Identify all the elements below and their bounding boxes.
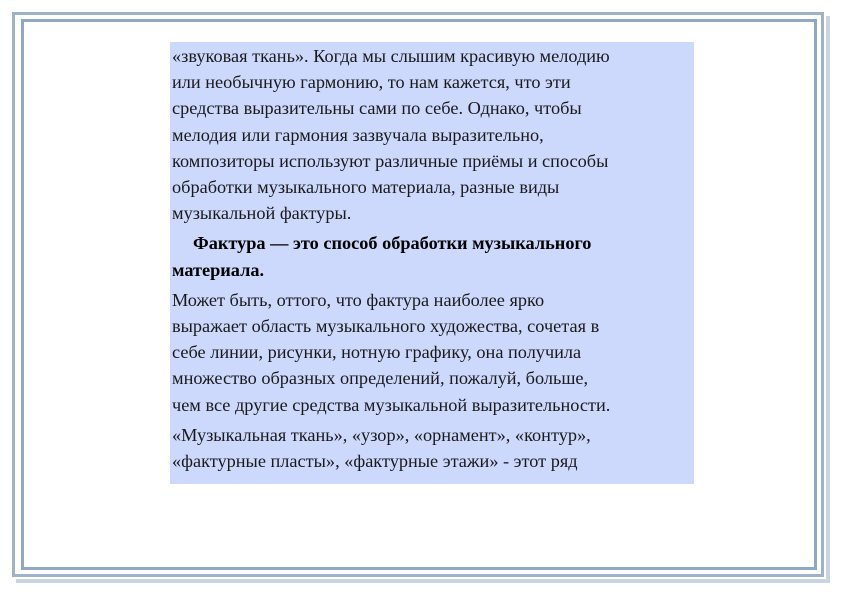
text-content-block (170, 42, 694, 484)
paragraph-intro (172, 43, 692, 226)
text-line: мелодия или гармония зазвучала выразительно, (172, 124, 544, 145)
text-line: композиторы используют различные приёмы и способы (172, 150, 609, 171)
text-line: музыкальной фактуры. (172, 203, 352, 224)
frame-shadow (16, 579, 830, 583)
text-line: чем все другие средства музыкальной выразительности. (172, 394, 611, 415)
text-line: «фактурные пласты», «фактурные этажи» - этот ряд (172, 451, 578, 472)
text-line: «Музыкальная ткань», «узор», «орнамент», «контур», (172, 424, 591, 445)
text-line: «звуковая ткань». Когда мы слышим красивую мелодию (172, 46, 610, 66)
text-line: Может быть, оттого, что фактура наиболее ярко (172, 289, 545, 310)
paragraph-texture (172, 287, 692, 418)
text-line: себе линии, рисунки, нотную графику, она получила (172, 342, 582, 363)
text-line: выражает область музыкального художества, сочетая в (172, 316, 600, 337)
definition-line: материала. (172, 259, 265, 280)
definition-paragraph (172, 230, 692, 282)
paragraph-terms (172, 422, 692, 474)
definition-line: Фактура — это способ обработки музыкального (193, 233, 592, 254)
frame-shadow (826, 16, 830, 581)
text-line: обработки музыкального материала, разные виды (172, 177, 560, 198)
text-line: множество образных определений, пожалуй, больше, (172, 368, 589, 389)
text-line: средства выразительны сами по себе. Однако, чтобы (172, 98, 582, 119)
text-line: или необычную гармонию, то нам кажется, что эти (172, 72, 571, 93)
